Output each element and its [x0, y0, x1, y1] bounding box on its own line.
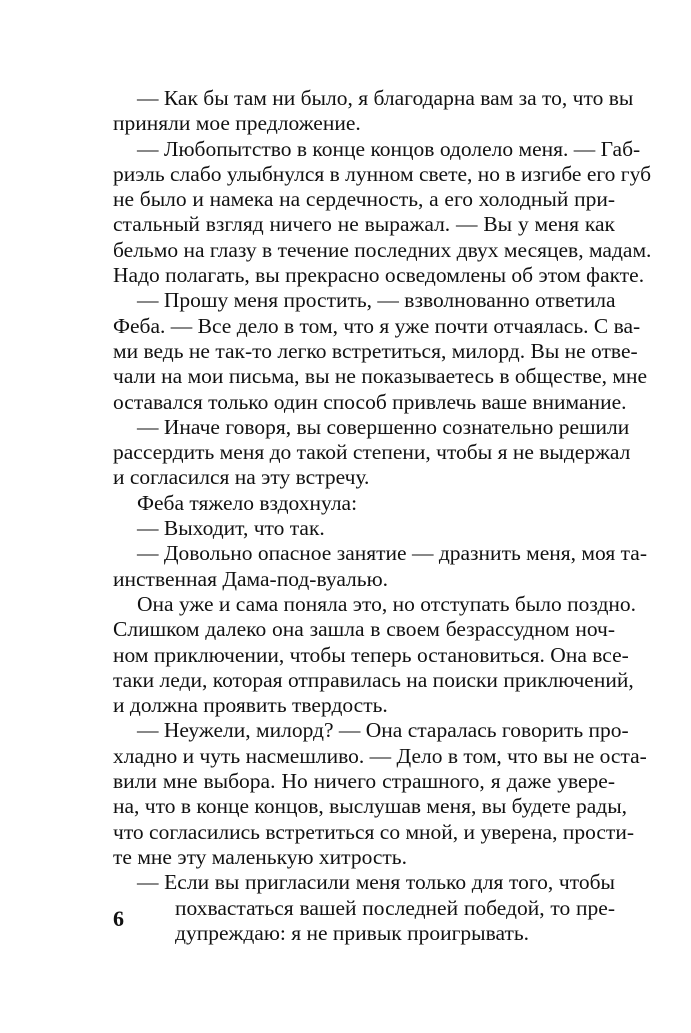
- text-line: и должна проявить твердость.: [113, 693, 388, 718]
- text-line: что согласились встретиться со мной, и уверена, прости-: [113, 819, 634, 844]
- text-line: Феба тяжело вздохнула:: [137, 490, 358, 515]
- text-line: вили мне выбора. Но ничего страшного, я даже увере-: [113, 769, 615, 794]
- text-line: хладно и чуть насмешливо. — Дело в том, что вы не оста-: [113, 743, 647, 768]
- text-line: Феба. — Все дело в том, что я уже почти отчаялась. С ва-: [113, 313, 641, 338]
- text-line: стальный взгляд ничего не выражал. — Вы у меня как: [113, 212, 615, 237]
- text-line: таки леди, которая отправилась на поиски приключений,: [113, 667, 634, 692]
- text-line: рассердить меня до такой степени, чтобы я не выдержал: [113, 440, 631, 465]
- text-line: — Довольно опасное занятие — дразнить меня, моя та-: [137, 541, 648, 566]
- page-number: 6: [113, 906, 124, 931]
- text-line: — Как бы там ни было, я благодарна вам за то, что вы: [137, 86, 634, 110]
- text-line: ном приключении, чтобы теперь остановиться. Она все-: [113, 642, 629, 667]
- text-line: не было и намека на сердечность, а его холодный при-: [113, 187, 615, 212]
- text-line: бельмо на глазу в течение последних двух месяцев, мадам.: [113, 237, 652, 262]
- text-line: — Выходит, что так.: [137, 516, 325, 541]
- text-line: приняли мое предложение.: [113, 111, 361, 136]
- text-line: на, что в конце концов, выслушав меня, вы будете рады,: [113, 794, 628, 819]
- text-line: чали на мои письма, вы не показываетесь в обществе, мне: [113, 364, 648, 389]
- text-line: — Если вы пригласили меня только для того, чтобы: [137, 870, 615, 895]
- text-line: те мне эту маленькую хитрость.: [113, 844, 407, 869]
- book-page-text: [113, 86, 652, 946]
- text-line: — Неужели, милорд? — Она старалась говорить про-: [137, 718, 629, 743]
- text-line: Она уже и сама поняла это, но отступать было поздно.: [137, 591, 637, 616]
- text-line: — Любопытство в конце концов одолело меня. — Габ-: [137, 136, 641, 161]
- text-line: дупреждаю: я не привык проигрывать.: [175, 920, 530, 945]
- text-line: риэль слабо улыбнулся в лунном свете, но в изгибе его губ: [113, 161, 652, 186]
- text-line: ми ведь не так-то легко встретиться, милорд. Вы не отве-: [113, 338, 638, 363]
- text-line: Надо полагать, вы прекрасно осведомлены об этом факте.: [113, 263, 645, 288]
- text-line: — Иначе говоря, вы совершенно сознательно решили: [137, 414, 630, 439]
- text-line: — Прошу меня простить, — взволнованно ответила: [137, 288, 616, 313]
- text-line: инственная Дама-под-вуалью.: [113, 566, 389, 591]
- text-line: похвастаться вашей последней победой, то пре-: [175, 895, 615, 920]
- text-line: Слишком далеко она зашла в своем безрассудном ноч-: [113, 617, 615, 642]
- text-line: и согласился на эту встречу.: [113, 465, 370, 490]
- text-line: оставался только один способ привлечь ваше внимание.: [113, 389, 627, 414]
